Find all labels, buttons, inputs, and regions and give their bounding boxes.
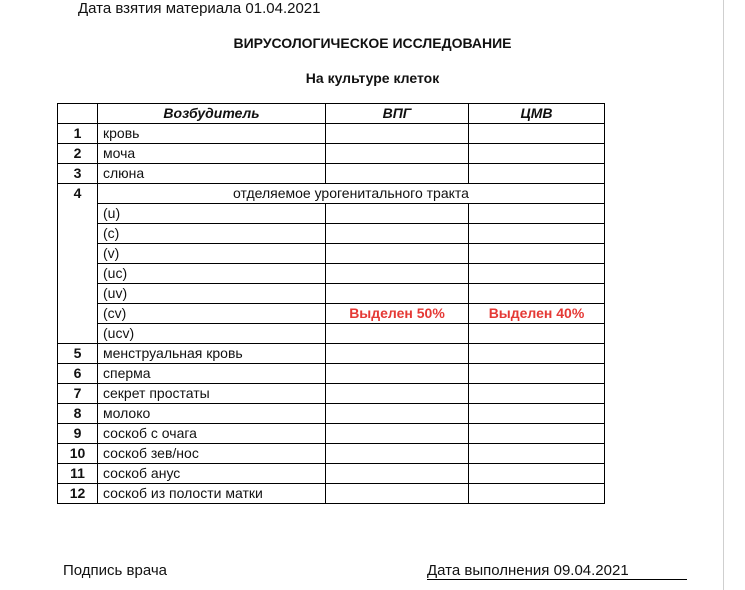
completion-date bbox=[427, 562, 629, 579]
table-row bbox=[58, 264, 605, 284]
table-row bbox=[58, 124, 605, 144]
row-name: секрет простаты bbox=[98, 384, 326, 404]
subrow-vpg bbox=[326, 204, 469, 224]
row-vpg bbox=[326, 384, 469, 404]
subrow-name: (c) bbox=[98, 224, 326, 244]
table-row bbox=[58, 284, 605, 304]
subrow-name: (ucv) bbox=[98, 324, 326, 344]
group-label: отделяемое урогенитального тракта bbox=[98, 184, 605, 204]
results-table bbox=[57, 103, 605, 504]
row-vpg bbox=[326, 344, 469, 364]
header-vpg: ВПГ bbox=[326, 104, 469, 124]
row-name: кровь bbox=[98, 124, 326, 144]
table-row bbox=[58, 344, 605, 364]
table-row bbox=[58, 204, 605, 224]
table-row bbox=[58, 364, 605, 384]
subrow-cmv bbox=[469, 324, 605, 344]
row-vpg bbox=[326, 144, 469, 164]
row-number: 11 bbox=[58, 464, 98, 484]
row-number: 5 bbox=[58, 344, 98, 364]
table-row bbox=[58, 144, 605, 164]
row-number: 10 bbox=[58, 444, 98, 464]
subrow-vpg bbox=[326, 284, 469, 304]
row-vpg bbox=[326, 444, 469, 464]
row-name: менструальная кровь bbox=[98, 344, 326, 364]
date-taken: Дата взятия материала 01.04.2021 bbox=[78, 0, 321, 17]
row-vpg bbox=[326, 404, 469, 424]
document-title: ВИРУСОЛОГИЧЕСКОЕ ИССЛЕДОВАНИЕ bbox=[233, 35, 512, 51]
subrow-name: (uv) bbox=[98, 284, 326, 304]
document-subtitle: На культуре клеток bbox=[305, 70, 440, 86]
table-row bbox=[58, 164, 605, 184]
row-number: 12 bbox=[58, 484, 98, 504]
header-num bbox=[58, 104, 98, 124]
row-number: 1 bbox=[58, 124, 98, 144]
row-vpg bbox=[326, 424, 469, 444]
table-row bbox=[58, 404, 605, 424]
table-row bbox=[58, 304, 605, 324]
row-name: соскоб зев/нос bbox=[98, 444, 326, 464]
row-cmv bbox=[469, 424, 605, 444]
row-cmv bbox=[469, 344, 605, 364]
subrow-name: (uc) bbox=[98, 264, 326, 284]
row-number: 9 bbox=[58, 424, 98, 444]
row-vpg bbox=[326, 364, 469, 384]
row-number: 2 bbox=[58, 144, 98, 164]
row-name: слюна bbox=[98, 164, 326, 184]
table-row bbox=[58, 384, 605, 404]
row-name: моча bbox=[98, 144, 326, 164]
row-number: 6 bbox=[58, 364, 98, 384]
header-cmv: ЦМВ bbox=[469, 104, 605, 124]
table-row bbox=[58, 464, 605, 484]
row-name: соскоб из полости матки bbox=[98, 484, 326, 504]
row-vpg bbox=[326, 164, 469, 184]
subrow-cmv bbox=[469, 244, 605, 264]
table-header-row bbox=[58, 104, 605, 124]
subrow-vpg bbox=[326, 264, 469, 284]
subrow-cmv bbox=[469, 264, 605, 284]
row-cmv bbox=[469, 144, 605, 164]
row-number: 8 bbox=[58, 404, 98, 424]
row-cmv bbox=[469, 404, 605, 424]
row-vpg bbox=[326, 464, 469, 484]
subrow-vpg bbox=[326, 324, 469, 344]
subrow-name: (v) bbox=[98, 244, 326, 264]
result-cmv: Выделен 40% bbox=[469, 304, 605, 324]
row-number: 7 bbox=[58, 384, 98, 404]
group-number: 4 bbox=[58, 184, 98, 344]
row-cmv bbox=[469, 164, 605, 184]
row-name: соскоб с очага bbox=[98, 424, 326, 444]
table-row bbox=[58, 484, 605, 504]
row-cmv bbox=[469, 364, 605, 384]
subrow-cmv bbox=[469, 224, 605, 244]
table-row bbox=[58, 324, 605, 344]
subrow-vpg bbox=[326, 244, 469, 264]
row-cmv bbox=[469, 464, 605, 484]
table-row bbox=[58, 244, 605, 264]
subrow-name: (u) bbox=[98, 204, 326, 224]
doctor-signature-label: Подпись врача bbox=[63, 562, 168, 579]
row-vpg bbox=[326, 484, 469, 504]
row-name: молоко bbox=[98, 404, 326, 424]
row-vpg bbox=[326, 124, 469, 144]
subrow-cmv bbox=[469, 204, 605, 224]
completion-date-underline bbox=[427, 579, 687, 580]
table-row bbox=[58, 444, 605, 464]
result-vpg: Выделен 50% bbox=[326, 304, 469, 324]
row-cmv bbox=[469, 384, 605, 404]
completion-date-text: Дата выполнения 09.04.2021 bbox=[427, 562, 629, 579]
row-name: сперма bbox=[98, 364, 326, 384]
group-header-row bbox=[58, 184, 605, 204]
row-name: соскоб анус bbox=[98, 464, 326, 484]
subrow-vpg bbox=[326, 224, 469, 244]
row-cmv bbox=[469, 444, 605, 464]
subrow-cmv bbox=[469, 284, 605, 304]
row-number: 3 bbox=[58, 164, 98, 184]
table-row bbox=[58, 424, 605, 444]
subrow-name: (cv) bbox=[98, 304, 326, 324]
header-pathogen: Возбудитель bbox=[98, 104, 326, 124]
table-row bbox=[58, 224, 605, 244]
row-cmv bbox=[469, 484, 605, 504]
row-cmv bbox=[469, 124, 605, 144]
